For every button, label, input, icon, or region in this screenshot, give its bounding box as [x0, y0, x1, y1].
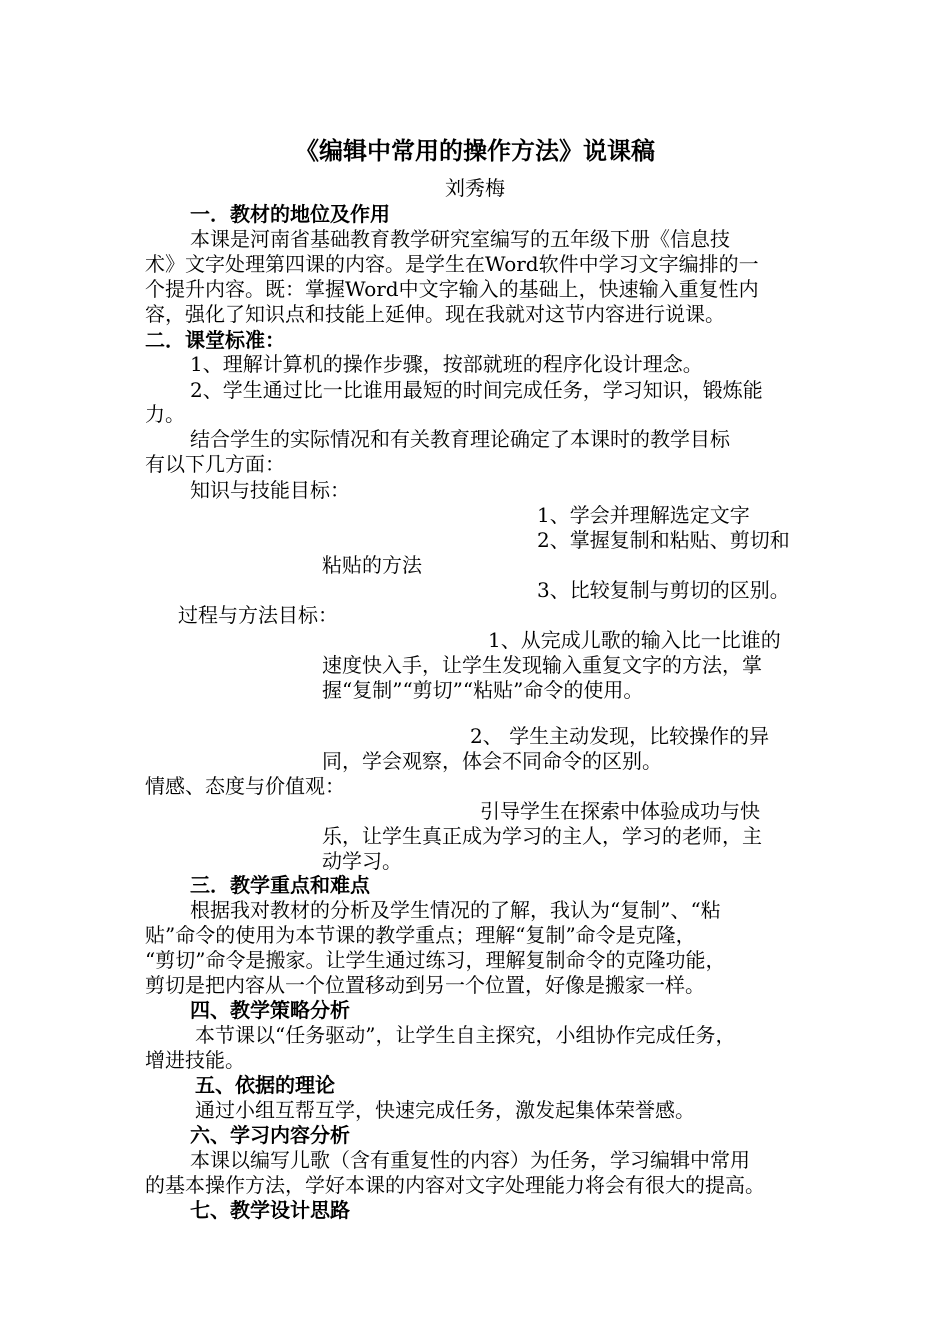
- section-heading-6: 六、学习内容分析: [190, 1123, 350, 1147]
- section-heading-7: 七、教学设计思路: [190, 1198, 350, 1222]
- section-heading-2: 二．课堂标准：: [145, 328, 285, 352]
- paragraph-line: 本课以编写儿歌（含有重复性的内容）为任务，学习编辑中常用: [190, 1148, 750, 1172]
- paragraph-line: 结合学生的实际情况和有关教育理论确定了本课时的教学目标: [190, 427, 730, 451]
- paragraph-line: 本课是河南省基础教育教学研究室编写的五年级下册《信息技: [190, 227, 730, 251]
- goal-item: 1、学会并理解选定文字: [537, 503, 750, 527]
- paragraph-line: 个提升内容。既：掌握Word中文字输入的基础上，快速输入重复性内: [145, 277, 759, 301]
- paragraph-line: 贴”命令的使用为本节课的教学重点；理解“复制”命令是克隆，: [145, 923, 696, 947]
- paragraph-line: 容，强化了知识点和技能上延伸。现在我就对这节内容进行说课。: [145, 302, 725, 326]
- emotion-goal-label: 情感、态度与价值观：: [145, 774, 345, 798]
- goal-item: 引导学生在探索中体验成功与快: [480, 799, 760, 823]
- goal-item: 2、掌握复制和粘贴、剪切和: [537, 528, 790, 552]
- paragraph-line: 本节课以“任务驱动”，让学生自主探究，小组协作完成任务，: [195, 1023, 736, 1047]
- paragraph-line: 术》文字处理第四课的内容。是学生在Word软件中学习文字编排的一: [145, 252, 759, 276]
- goal-item: 乐，让学生真正成为学习的主人，学习的老师，主: [322, 824, 762, 848]
- document-title: 《编辑中常用的操作方法》说课稿: [295, 136, 655, 165]
- paragraph-line: 根据我对教材的分析及学生情况的了解，我认为“复制”、“粘: [190, 898, 721, 922]
- paragraph-line: “剪切”命令是搬家。让学生通过练习，理解复制命令的克隆功能，: [145, 948, 726, 972]
- goal-item: 同，学会观察，体会不同命令的区别。: [322, 749, 662, 773]
- knowledge-goal-label: 知识与技能目标：: [190, 478, 350, 502]
- goal-item: 速度快入手，让学生发现输入重复文字的方法，掌: [322, 653, 762, 677]
- process-goal-label: 过程与方法目标：: [178, 603, 338, 627]
- goal-item: 2、 学生主动发现，比较操作的异: [470, 724, 770, 748]
- paragraph-line: 2、学生通过比一比谁用最短的时间完成任务，学习知识，锻炼能: [190, 378, 763, 402]
- paragraph-line: 有以下几方面：: [145, 452, 285, 476]
- goal-item: 握“复制”“剪切”“粘贴”命令的使用。: [322, 678, 644, 702]
- author-name: 刘秀梅: [445, 176, 505, 200]
- paragraph-line: 力。: [145, 402, 185, 426]
- goal-item: 3、比较复制与剪切的区别。: [537, 578, 790, 602]
- paragraph-line: 1、理解计算机的操作步骤，按部就班的程序化设计理念。: [190, 352, 703, 376]
- paragraph-line: 剪切是把内容从一个位置移动到另一个位置，好像是搬家一样。: [145, 973, 705, 997]
- goal-item: 粘贴的方法: [322, 553, 422, 577]
- section-heading-1: 一．教材的地位及作用: [190, 202, 390, 226]
- section-heading-4: 四、教学策略分析: [190, 998, 350, 1022]
- goal-item: 动学习。: [322, 849, 402, 873]
- paragraph-line: 的基本操作方法，学好本课的内容对文字处理能力将会有很大的提高。: [145, 1173, 765, 1197]
- section-heading-5: 五、依据的理论: [195, 1073, 335, 1097]
- section-heading-3: 三．教学重点和难点: [190, 873, 370, 897]
- goal-item: 1、从完成儿歌的输入比一比谁的: [488, 628, 781, 652]
- paragraph-line: 通过小组互帮互学，快速完成任务，激发起集体荣誉感。: [195, 1098, 695, 1122]
- paragraph-line: 增进技能。: [145, 1048, 245, 1072]
